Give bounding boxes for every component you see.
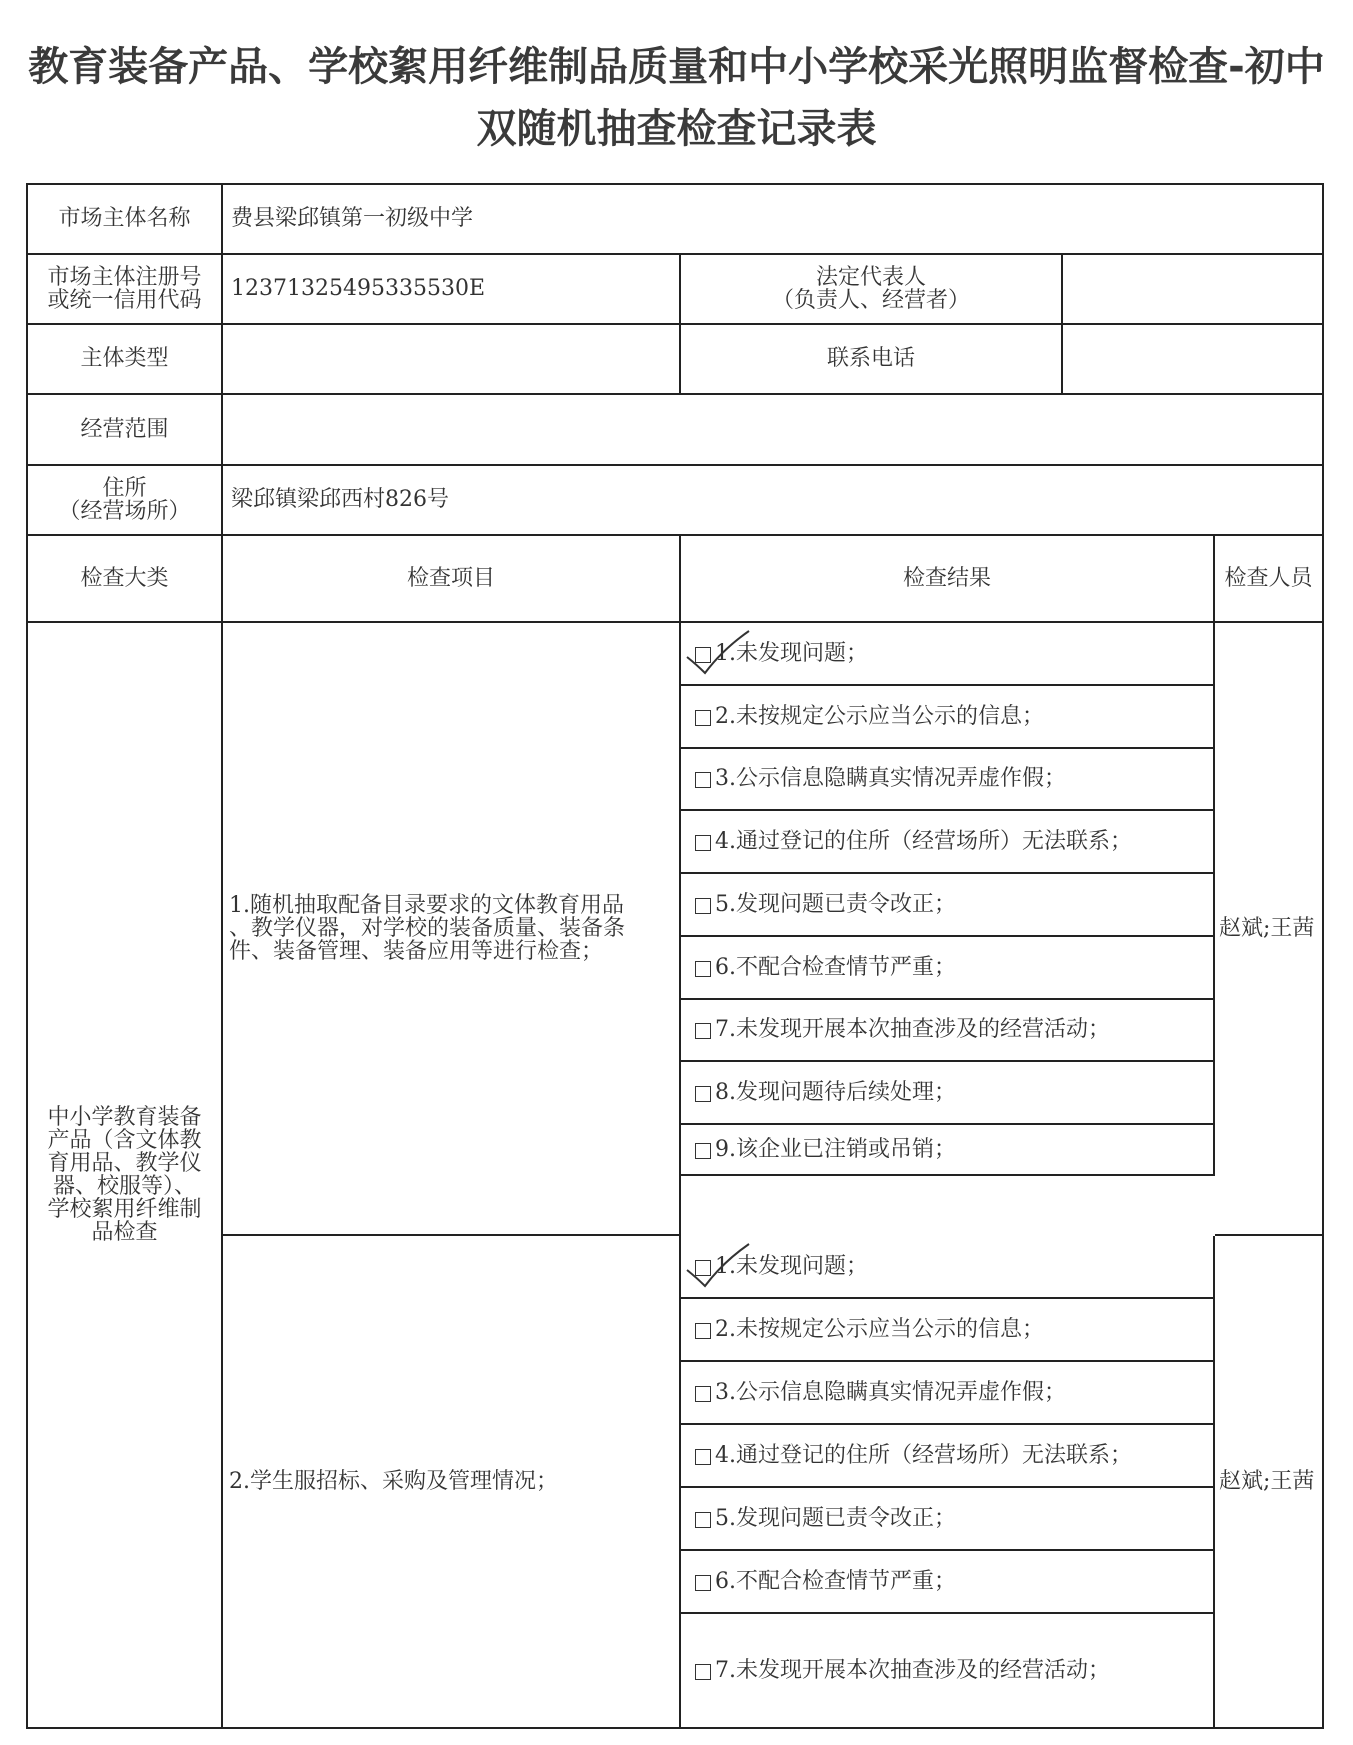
header-item: 检查项目: [223, 536, 681, 623]
result-option-label: 9.该企业已注销或吊销；: [715, 1136, 956, 1162]
header-result: 检查结果: [681, 536, 1215, 623]
item2-inspector: 赵斌;王茜: [1215, 1236, 1324, 1729]
name-value: 费县梁邱镇第一初级中学: [223, 185, 1324, 255]
checkbox-icon[interactable]: [695, 1143, 711, 1159]
result-option[interactable]: [681, 1614, 1215, 1729]
checkbox-icon[interactable]: [695, 1512, 711, 1528]
result-option-label: 8.发现问题待后续处理；: [715, 1079, 956, 1105]
checkbox-icon[interactable]: [695, 1386, 711, 1402]
result-option-label: 2.未按规定公示应当公示的信息；: [715, 703, 1044, 729]
phone-label: 联系电话: [681, 325, 1063, 395]
reg-label: 市场主体注册号 或统一信用代码: [28, 255, 223, 325]
result-option[interactable]: [681, 1062, 1215, 1125]
header-inspector: 检查人员: [1215, 536, 1324, 623]
form-title-line2: 双随机抽查检查记录表: [476, 106, 877, 152]
checkbox-icon[interactable]: [695, 1086, 711, 1102]
result-option-label: 6.不配合检查情节严重；: [715, 1568, 956, 1594]
result-option[interactable]: [681, 1362, 1215, 1425]
header-category: 检查大类: [28, 536, 223, 623]
result-option-label: 6.不配合检查情节严重；: [715, 954, 956, 980]
checkbox-icon[interactable]: [695, 710, 711, 726]
reg-value: 12371325495335530E: [223, 255, 681, 325]
result-option[interactable]: [681, 1236, 1215, 1299]
address-label: 住所 （经营场所）: [28, 466, 223, 536]
checkbox-icon[interactable]: [695, 647, 711, 663]
result-option-label: 5.发现问题已责令改正；: [715, 891, 956, 917]
checkbox-icon[interactable]: [695, 1449, 711, 1465]
checkbox-icon[interactable]: [695, 1664, 711, 1680]
result-option-label: 4.通过登记的住所（经营场所）无法联系；: [715, 1442, 1132, 1468]
result-option[interactable]: [681, 1488, 1215, 1551]
checkbox-icon[interactable]: [695, 1323, 711, 1339]
result-option-label: 4.通过登记的住所（经营场所）无法联系；: [715, 828, 1132, 854]
result-option-label: 3.公示信息隐瞒真实情况弄虚作假；: [715, 1379, 1066, 1405]
form-title: [0, 36, 1353, 160]
result-option[interactable]: [681, 1551, 1215, 1614]
result-option-label: 1.未发现问题；: [715, 1253, 868, 1279]
scope-value: [223, 395, 1324, 466]
item1-description: 1.随机抽取配备目录要求的文体教育用品 、教学仪器，对学校的装备质量、装备条 件、装备管理、装备应用等进行检查；: [223, 623, 681, 1236]
legal-rep-value: [1063, 255, 1324, 325]
checkbox-icon[interactable]: [695, 1260, 711, 1276]
checkbox-icon[interactable]: [695, 898, 711, 914]
result-option[interactable]: [681, 937, 1215, 1000]
checkbox-icon[interactable]: [695, 1575, 711, 1591]
checkbox-icon[interactable]: [695, 835, 711, 851]
result-option[interactable]: [681, 811, 1215, 874]
result-option-label: 3.公示信息隐瞒真实情况弄虚作假；: [715, 766, 1066, 791]
phone-value: [1063, 325, 1324, 395]
checkbox-icon[interactable]: [695, 1023, 711, 1039]
item2-description: 2.学生服招标、采购及管理情况；: [223, 1236, 681, 1729]
type-value: [223, 325, 681, 395]
category-cell: 中小学教育装备 产品（含文体教 育用品、教学仪 器、校服等）、 学校絮用纤维制 品检查: [28, 623, 223, 1729]
name-label: 市场主体名称: [28, 185, 223, 255]
result-option-label: 7.未发现开展本次抽查涉及的经营活动；: [715, 1017, 1110, 1042]
address-value: 梁邱镇梁邱西村826号: [223, 466, 1324, 536]
type-label: 主体类型: [28, 325, 223, 395]
scope-label: 经营范围: [28, 395, 223, 466]
result-option[interactable]: [681, 623, 1215, 686]
checkbox-icon[interactable]: [695, 772, 711, 788]
result-option-label: 7.未发现开展本次抽查涉及的经营活动；: [715, 1657, 1110, 1683]
item1-inspector: 赵斌;王茜: [1215, 623, 1324, 1236]
result-option[interactable]: [681, 749, 1215, 811]
result-option[interactable]: [681, 1299, 1215, 1362]
legal-rep-label: 法定代表人 （负责人、经营者）: [681, 255, 1063, 325]
result-option-label: 2.未按规定公示应当公示的信息；: [715, 1316, 1044, 1342]
form-title-line1: 教育装备产品、学校絮用纤维制品质量和中小学校采光照明监督检查-初中: [28, 44, 1325, 90]
result-option[interactable]: [681, 1125, 1215, 1176]
result-option-label: 5.发现问题已责令改正；: [715, 1505, 956, 1531]
result-option-label: 1.未发现问题；: [715, 640, 868, 666]
result-option[interactable]: [681, 1000, 1215, 1062]
inspection-record-table: [26, 183, 1324, 1729]
result-option[interactable]: [681, 1425, 1215, 1488]
checkbox-icon[interactable]: [695, 961, 711, 977]
result-option[interactable]: [681, 874, 1215, 937]
result-option[interactable]: [681, 686, 1215, 749]
